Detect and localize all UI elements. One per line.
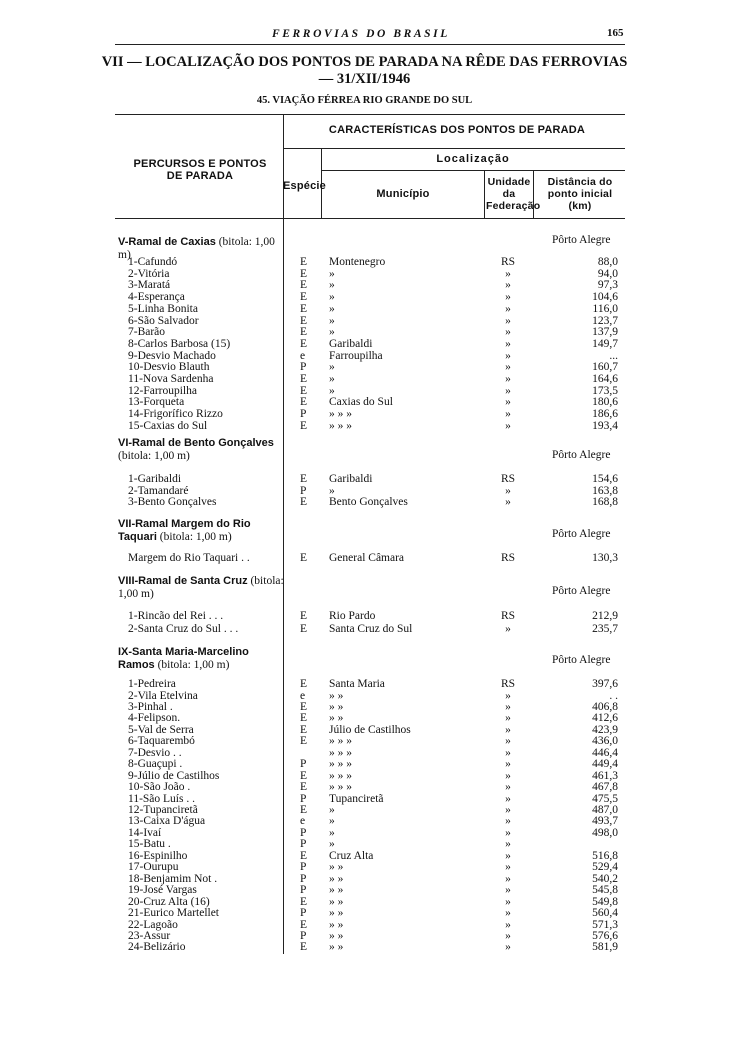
start-point: Pôrto Alegre (552, 528, 611, 540)
stop-name: 13-Forqueta (128, 396, 185, 409)
municipality: » » (329, 918, 344, 931)
table-row (0, 930, 729, 942)
federation-unit: » (505, 496, 511, 509)
municipality: Santa Maria (329, 678, 385, 690)
distance-km: 94,0 (597, 267, 618, 280)
header-percursos: PERCURSOS E PONTOS DE PARADA (133, 158, 267, 182)
distance-km: 412,6 (592, 712, 618, 725)
federation-unit: » (505, 408, 511, 421)
stop-name: 12-Tupanciretã (128, 804, 198, 816)
stop-type: E (300, 496, 308, 509)
table-row (0, 485, 729, 497)
table-row (0, 279, 729, 291)
municipality: » » (329, 712, 344, 725)
section-heading: VIII-Ramal de Santa Cruz (bitola: 1,00 m) (118, 575, 284, 600)
stop-type: E (300, 384, 308, 397)
stop-type: E (300, 849, 308, 862)
table-row (0, 815, 729, 827)
federation-unit: » (505, 838, 511, 851)
distance-km: 116,0 (592, 302, 618, 315)
distance-km: 235,7 (592, 622, 618, 635)
stop-name: 2-Santa Cruz do Sul . . . (128, 622, 239, 635)
municipality: General Câmara (329, 552, 405, 564)
distance-km: 475,5 (592, 792, 618, 805)
stop-type: E (300, 918, 308, 931)
distance-km: 88,0 (597, 256, 618, 268)
municipality: Júlio de Castilhos (329, 723, 411, 736)
federation-unit: » (505, 804, 511, 816)
section-title-line2: — 31/XII/1946 (318, 71, 411, 87)
stop-name: 12-Farroupilha (128, 384, 197, 397)
stop-name: 21-Eurico Martellet (128, 907, 220, 919)
stop-type: E (300, 723, 308, 736)
stop-type: E (300, 267, 308, 280)
municipality: » (329, 291, 335, 304)
stop-name: Margem do Rio Taquari . . (128, 552, 250, 564)
federation-unit: » (505, 314, 511, 327)
federation-unit: » (505, 712, 511, 725)
stop-name: 8-Carlos Barbosa (15) (128, 337, 231, 350)
stop-name: 3-Bento Gonçalves (128, 496, 217, 509)
stop-type: e (300, 349, 306, 362)
municipality: » » (329, 929, 344, 942)
municipality: » (329, 314, 335, 327)
federation-unit: RS (500, 473, 516, 485)
distance-km: 467,8 (592, 781, 618, 793)
table-row (0, 268, 729, 280)
divider-municipio (484, 170, 485, 218)
stop-name: 11-São Luís . . (128, 792, 195, 805)
federation-unit: » (505, 861, 511, 874)
stop-name: 14-Frigorífico Rizzo (128, 408, 223, 421)
distance-km: 516,8 (592, 849, 618, 862)
table-row (0, 291, 729, 303)
distance-km: 163,8 (592, 484, 618, 497)
federation-unit: » (505, 746, 511, 759)
municipality: » (329, 804, 335, 816)
stop-name: 5-Linha Bonita (128, 302, 198, 315)
stop-name: 2-Vitória (128, 267, 170, 280)
distance-km: 173,5 (592, 384, 618, 397)
municipality: » » (329, 861, 344, 874)
stop-type: P (300, 484, 307, 497)
federation-unit: » (505, 849, 511, 862)
table-row (0, 350, 729, 362)
distance-km: 406,8 (592, 700, 618, 713)
municipality: Rio Pardo (329, 610, 376, 622)
running-title: FERROVIAS DO BRASIL (272, 28, 450, 40)
municipality: Tupanciretã (329, 792, 384, 805)
distance-km: 446,4 (592, 746, 618, 759)
federation-unit: » (505, 373, 511, 385)
federation-unit: » (505, 326, 511, 339)
header-caracteristicas: CARACTERÍSTICAS DOS PONTOS DE PARADA (328, 124, 586, 136)
stop-name: 18-Benjamim Not . (128, 872, 218, 885)
municipality: » » (329, 689, 344, 702)
municipality: » » » (329, 746, 352, 759)
distance-km: 149,7 (592, 337, 618, 350)
table-row (0, 724, 729, 736)
caracteristicas-rule (283, 148, 625, 149)
stop-name: 14-Ivaí (128, 826, 162, 839)
stop-type: P (300, 884, 307, 897)
federation-unit: » (505, 895, 511, 908)
federation-unit: » (505, 384, 511, 397)
table-row (0, 385, 729, 397)
distance-km: 529,4 (592, 861, 618, 874)
table-row (0, 747, 729, 759)
stop-type: P (300, 872, 307, 885)
stop-type: E (300, 279, 308, 292)
municipality: » (329, 302, 335, 315)
stop-type: P (300, 758, 307, 771)
municipality: » (329, 326, 335, 339)
stop-type: E (300, 712, 308, 725)
stop-name: 10-Desvio Blauth (128, 361, 210, 374)
stop-name: 7-Desvio . . (128, 746, 182, 759)
municipality: Farroupilha (329, 349, 383, 362)
stop-name: 16-Espinilho (128, 849, 188, 862)
distance-km: 498,0 (592, 826, 618, 839)
federation-unit: » (505, 267, 511, 280)
distance-km: 545,8 (592, 884, 618, 897)
table-row (0, 361, 729, 373)
distance-km: 560,4 (592, 907, 618, 919)
federation-unit: » (505, 907, 511, 919)
stop-type: E (300, 396, 308, 409)
table-row (0, 303, 729, 315)
distance-km: 581,9 (592, 941, 618, 954)
stop-type: E (300, 552, 308, 564)
table-row (0, 861, 729, 873)
stop-type: E (300, 314, 308, 327)
section-title-line1: VII — LOCALIZAÇÃO DOS PONTOS DE PARADA NA RÊDE DAS FERROVIAS (101, 54, 628, 70)
start-point: Pôrto Alegre (552, 654, 611, 666)
stop-type: e (300, 689, 306, 702)
table-row (0, 552, 729, 564)
table-row (0, 941, 729, 953)
stop-type: P (300, 408, 307, 421)
municipality: » » » (329, 408, 352, 421)
table-row (0, 827, 729, 839)
stop-name: 2-Tamandaré (128, 484, 189, 497)
table-row (0, 770, 729, 782)
federation-unit: » (505, 723, 511, 736)
municipality: » (329, 267, 335, 280)
federation-unit: » (505, 781, 511, 793)
federation-unit: » (505, 815, 511, 828)
section-heading: IX-Santa Maria-Marcelino Ramos (bitola: 1,00 m) (118, 646, 249, 671)
distance-km: 164,6 (592, 373, 618, 385)
distance-km: 137,9 (592, 326, 618, 339)
distance-km: 571,3 (592, 918, 618, 931)
stop-type: E (300, 895, 308, 908)
header-localizacao: Localização (436, 153, 510, 165)
stop-type: P (300, 361, 307, 374)
table-row (0, 701, 729, 713)
table-row (0, 896, 729, 908)
federation-unit: » (505, 769, 511, 782)
stop-type: E (300, 769, 308, 782)
federation-unit: » (505, 291, 511, 304)
stop-name: 19-José Vargas (128, 884, 197, 897)
federation-unit: RS (500, 610, 516, 622)
municipality: » » » (329, 419, 352, 432)
section-heading: VII-Ramal Margem do Rio Taquari (bitola: 1,00 m) (118, 518, 251, 543)
stop-name: 24-Belizário (128, 941, 186, 954)
table-row (0, 735, 729, 747)
section-heading: VI-Ramal de Bento Gonçalves (bitola: 1,00 m) (118, 437, 274, 462)
municipality: Garibaldi (329, 337, 373, 350)
table-row (0, 873, 729, 885)
localizacao-rule (321, 170, 625, 171)
federation-unit: » (505, 758, 511, 771)
stop-name: 10-São João . (128, 781, 191, 793)
stop-name: 13-Caixa D'água (128, 815, 206, 828)
start-point: Pôrto Alegre (552, 234, 611, 246)
stop-type: E (300, 473, 308, 485)
stop-type: E (300, 256, 308, 268)
distance-km: 154,6 (592, 473, 618, 485)
distance-km: 397,6 (592, 678, 618, 690)
section-heading: V-Ramal de Caxias (bitola: 1,00 m) (118, 236, 275, 261)
federation-unit: RS (500, 552, 516, 564)
stop-name: 17-Ourupu (128, 861, 179, 874)
stop-type: P (300, 792, 307, 805)
table-row (0, 326, 729, 338)
stop-name: 15-Caxias do Sul (128, 419, 208, 432)
municipality: » » (329, 941, 344, 954)
stop-type: P (300, 929, 307, 942)
stop-name: 4-Esperança (128, 291, 185, 304)
stop-type: E (300, 804, 308, 816)
distance-km: 160,7 (592, 361, 618, 374)
stop-name: 7-Barão (128, 326, 166, 339)
distance-km: 123,7 (592, 314, 618, 327)
table-row (0, 623, 729, 635)
municipality: » (329, 826, 335, 839)
municipality: » » (329, 907, 344, 919)
distance-km: 436,0 (592, 735, 618, 748)
distance-km: . . (609, 689, 618, 702)
federation-unit: » (505, 361, 511, 374)
table-row (0, 781, 729, 793)
table-row (0, 907, 729, 919)
table-row (0, 690, 729, 702)
municipality: » » (329, 884, 344, 897)
distance-km: 193,4 (592, 419, 618, 432)
stop-name: 1-Pedreira (128, 678, 176, 690)
federation-unit: » (505, 279, 511, 292)
municipality: Santa Cruz do Sul (329, 622, 413, 635)
table-row (0, 396, 729, 408)
distance-km: 186,6 (592, 408, 618, 421)
stop-name: 1-Rincão del Rei . . . (128, 610, 224, 622)
table-row (0, 758, 729, 770)
municipality: » » » (329, 735, 352, 748)
distance-km: 104,6 (592, 291, 618, 304)
stop-name: 11-Nova Sardenha (128, 373, 214, 385)
header-bottom-rule (115, 218, 625, 219)
federation-unit: » (505, 337, 511, 350)
federation-unit: » (505, 396, 511, 409)
stop-name: 22-Lagoão (128, 918, 178, 931)
distance-km: 449,4 (592, 758, 618, 771)
stop-name: 1-Garibaldi (128, 473, 182, 485)
divider-unidade (533, 170, 534, 218)
railway-subtitle: 45. VIAÇÃO FÉRREA RIO GRANDE DO SUL (256, 95, 473, 106)
municipality: » (329, 384, 335, 397)
federation-unit: » (505, 349, 511, 362)
municipality: » (329, 838, 335, 851)
stop-name: 15-Batu . (128, 838, 171, 851)
distance-km: 212,9 (592, 610, 618, 622)
stop-type: E (300, 291, 308, 304)
table-row (0, 793, 729, 805)
federation-unit: » (505, 689, 511, 702)
stop-type: P (300, 861, 307, 874)
federation-unit: » (505, 884, 511, 897)
stop-type: E (300, 700, 308, 713)
municipality: » (329, 484, 335, 497)
stop-type: E (300, 610, 308, 622)
stop-name: 9-Júlio de Castilhos (128, 769, 220, 782)
table-top-rule (115, 114, 625, 115)
stop-type: P (300, 826, 307, 839)
municipality: » (329, 815, 335, 828)
stop-type: E (300, 337, 308, 350)
stop-type: E (300, 678, 308, 690)
municipality: Cruz Alta (329, 849, 374, 862)
stop-type: E (300, 941, 308, 954)
stop-name: 3-Pinhal . (128, 700, 173, 713)
municipality: » » (329, 700, 344, 713)
federation-unit: » (505, 941, 511, 954)
table-row (0, 408, 729, 420)
table-row (0, 473, 729, 485)
stop-type: E (300, 622, 308, 635)
distance-km: 493,7 (592, 815, 618, 828)
municipality: » » » (329, 781, 352, 793)
municipality: » (329, 279, 335, 292)
table-row (0, 256, 729, 268)
municipality: » » » (329, 769, 352, 782)
header-rule (115, 44, 625, 45)
distance-km: 97,3 (597, 279, 618, 292)
header-distancia: Distância do ponto inicial (km) (547, 176, 613, 212)
distance-km: 168,8 (592, 496, 618, 509)
federation-unit: RS (500, 678, 516, 690)
federation-unit: » (505, 700, 511, 713)
federation-unit: » (505, 302, 511, 315)
stop-name: 6-São Salvador (128, 314, 199, 327)
stop-name: 9-Desvio Machado (128, 349, 216, 362)
page-number: 165 (607, 27, 624, 39)
stop-type: E (300, 302, 308, 315)
start-point: Pôrto Alegre (552, 585, 611, 597)
table-row (0, 315, 729, 327)
stop-type: E (300, 419, 308, 432)
federation-unit: » (505, 918, 511, 931)
stop-name: 6-Taquarembó (128, 735, 195, 748)
distance-km: 549,8 (592, 895, 618, 908)
stop-name: 2-Vila Etelvina (128, 689, 198, 702)
distance-km: 180,6 (592, 396, 618, 409)
stop-name: 3-Maratá (128, 279, 171, 292)
table-row (0, 420, 729, 432)
header-unidade: Unidade da Federação (486, 176, 541, 212)
table-row (0, 850, 729, 862)
municipality: » (329, 373, 335, 385)
distance-km: 130,3 (592, 552, 618, 564)
distance-km: 423,9 (592, 723, 618, 736)
federation-unit: » (505, 419, 511, 432)
distance-km: 487,0 (592, 804, 618, 816)
distance-km: 576,6 (592, 929, 618, 942)
federation-unit: » (505, 872, 511, 885)
municipality: » (329, 361, 335, 374)
table-row (0, 884, 729, 896)
table-row (0, 838, 729, 850)
table-row (0, 678, 729, 690)
stop-name: 5-Val de Serra (128, 723, 194, 736)
stop-type: P (300, 907, 307, 919)
federation-unit: » (505, 484, 511, 497)
municipality: Garibaldi (329, 473, 373, 485)
federation-unit: » (505, 622, 511, 635)
stop-type: E (300, 373, 308, 385)
municipality: Montenegro (329, 256, 386, 268)
municipality: Bento Gonçalves (329, 496, 408, 509)
stop-type: P (300, 838, 307, 851)
table-row (0, 338, 729, 350)
header-especie: Espécie (283, 180, 326, 192)
municipality: » » (329, 895, 344, 908)
start-point: Pôrto Alegre (552, 449, 611, 461)
stop-name: 4-Felipson. (128, 712, 181, 725)
table-row (0, 919, 729, 931)
federation-unit: » (505, 929, 511, 942)
stop-name: 1-Cafundó (128, 256, 178, 268)
distance-km: ... (609, 349, 618, 362)
distance-km: 540,2 (592, 872, 618, 885)
federation-unit: RS (500, 256, 516, 268)
stop-type: E (300, 781, 308, 793)
municipality: Caxias do Sul (329, 396, 393, 409)
table-row (0, 712, 729, 724)
stop-type: E (300, 326, 308, 339)
stop-type: E (300, 735, 308, 748)
municipality: » » (329, 872, 344, 885)
table-row (0, 804, 729, 816)
stop-name: 23-Assur (128, 929, 171, 942)
federation-unit: » (505, 826, 511, 839)
stop-type: e (300, 815, 306, 828)
distance-km: 461,3 (592, 769, 618, 782)
table-row (0, 610, 729, 622)
stop-name: 8-Guaçupi . (128, 758, 183, 771)
municipality: » » » (329, 758, 352, 771)
federation-unit: » (505, 735, 511, 748)
federation-unit: » (505, 792, 511, 805)
stop-name: 20-Cruz Alta (16) (128, 895, 210, 908)
table-row (0, 496, 729, 508)
header-municipio: Município (376, 188, 430, 200)
table-row (0, 373, 729, 385)
